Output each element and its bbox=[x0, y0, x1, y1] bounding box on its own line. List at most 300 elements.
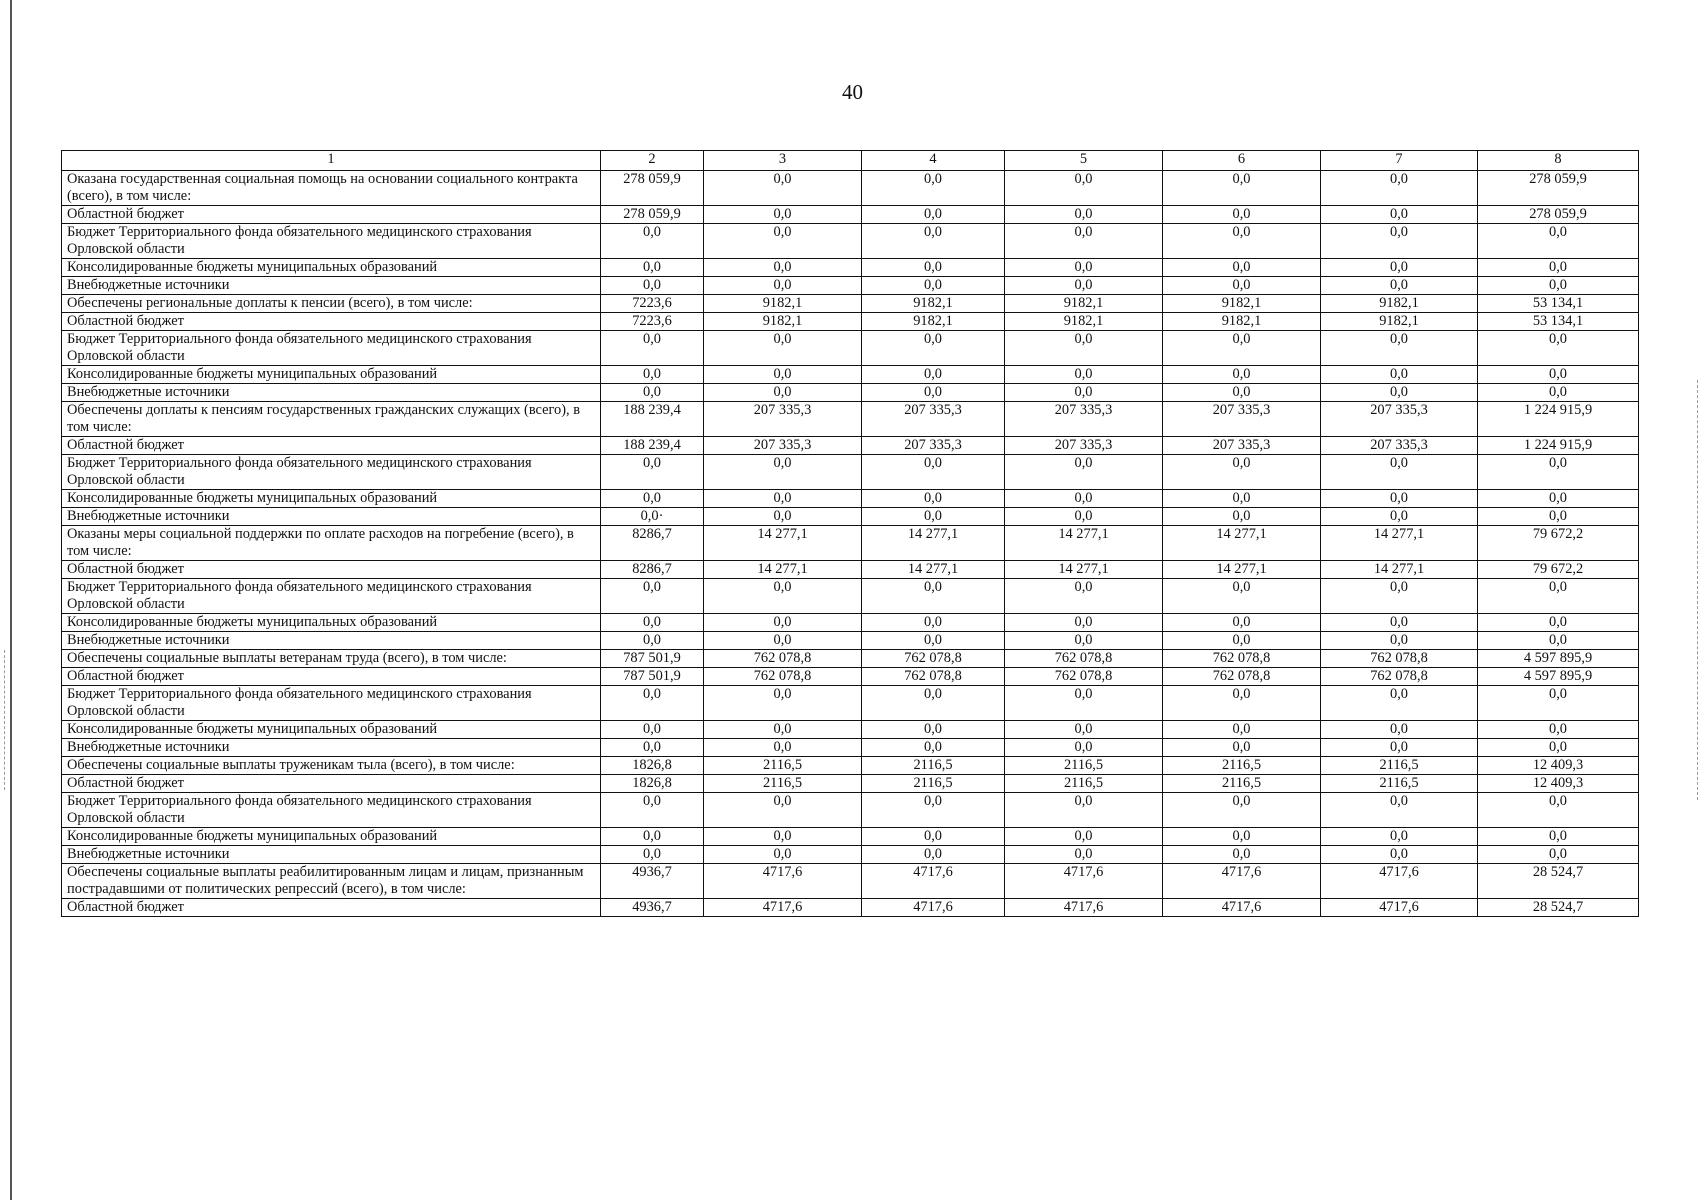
table-row bbox=[62, 171, 1639, 206]
value-cell: 2116,5 bbox=[704, 757, 862, 775]
value-cell: 0,0 bbox=[1478, 828, 1639, 846]
row-label: Областной бюджет bbox=[62, 437, 601, 455]
value-cell: 0,0 bbox=[1005, 366, 1163, 384]
value-cell: 7223,6 bbox=[601, 313, 704, 331]
row-label: Обеспечены социальные выплаты труженикам тыла (всего), в том числе: bbox=[62, 757, 601, 775]
value-cell: 0,0 bbox=[704, 579, 862, 614]
row-label: Консолидированные бюджеты муниципальных образований bbox=[62, 366, 601, 384]
table-row bbox=[62, 206, 1639, 224]
value-cell: 4717,6 bbox=[862, 864, 1005, 899]
value-cell: 2116,5 bbox=[862, 775, 1005, 793]
value-cell: 0,0 bbox=[704, 686, 862, 721]
value-cell: 787 501,9 bbox=[601, 650, 704, 668]
value-cell: 0,0 bbox=[1005, 490, 1163, 508]
value-cell: 0,0 bbox=[704, 366, 862, 384]
value-cell: 0,0 bbox=[1163, 331, 1321, 366]
value-cell: 53 134,1 bbox=[1478, 295, 1639, 313]
value-cell: 0,0· bbox=[601, 508, 704, 526]
value-cell: 207 335,3 bbox=[704, 437, 862, 455]
value-cell: 2116,5 bbox=[704, 775, 862, 793]
value-cell: 0,0 bbox=[1163, 721, 1321, 739]
value-cell: 0,0 bbox=[862, 490, 1005, 508]
value-cell: 0,0 bbox=[1321, 366, 1478, 384]
value-cell: 0,0 bbox=[1321, 331, 1478, 366]
value-cell: 0,0 bbox=[862, 206, 1005, 224]
row-label: Внебюджетные источники bbox=[62, 277, 601, 295]
column-header: 5 bbox=[1005, 151, 1163, 171]
value-cell: 0,0 bbox=[862, 828, 1005, 846]
table-row bbox=[62, 775, 1639, 793]
value-cell: 0,0 bbox=[601, 455, 704, 490]
table-row bbox=[62, 455, 1639, 490]
value-cell: 207 335,3 bbox=[862, 437, 1005, 455]
value-cell: 0,0 bbox=[601, 331, 704, 366]
value-cell: 0,0 bbox=[704, 259, 862, 277]
value-cell: 0,0 bbox=[601, 384, 704, 402]
value-cell: 0,0 bbox=[704, 277, 862, 295]
value-cell: 0,0 bbox=[1478, 846, 1639, 864]
value-cell: 0,0 bbox=[1005, 579, 1163, 614]
value-cell: 9182,1 bbox=[1321, 313, 1478, 331]
value-cell: 0,0 bbox=[1478, 490, 1639, 508]
scan-artifact-right bbox=[1697, 380, 1699, 800]
value-cell: 0,0 bbox=[862, 455, 1005, 490]
table-row bbox=[62, 259, 1639, 277]
value-cell: 0,0 bbox=[704, 206, 862, 224]
table-row bbox=[62, 313, 1639, 331]
value-cell: 0,0 bbox=[1005, 508, 1163, 526]
value-cell: 0,0 bbox=[1005, 846, 1163, 864]
table-row bbox=[62, 384, 1639, 402]
value-cell: 207 335,3 bbox=[704, 402, 862, 437]
table-row bbox=[62, 490, 1639, 508]
table-row bbox=[62, 277, 1639, 295]
table-row bbox=[62, 846, 1639, 864]
value-cell: 0,0 bbox=[862, 259, 1005, 277]
column-header: 3 bbox=[704, 151, 862, 171]
row-label: Внебюджетные источники bbox=[62, 846, 601, 864]
row-label: Областной бюджет bbox=[62, 668, 601, 686]
value-cell: 8286,7 bbox=[601, 526, 704, 561]
value-cell: 0,0 bbox=[601, 739, 704, 757]
value-cell: 0,0 bbox=[1005, 739, 1163, 757]
value-cell: 0,0 bbox=[862, 366, 1005, 384]
value-cell: 0,0 bbox=[862, 793, 1005, 828]
value-cell: 4936,7 bbox=[601, 864, 704, 899]
value-cell: 4 597 895,9 bbox=[1478, 650, 1639, 668]
value-cell: 762 078,8 bbox=[862, 668, 1005, 686]
scan-artifact-left bbox=[4, 650, 6, 790]
value-cell: 9182,1 bbox=[1005, 313, 1163, 331]
value-cell: 0,0 bbox=[1005, 455, 1163, 490]
row-label: Внебюджетные источники bbox=[62, 508, 601, 526]
value-cell: 1 224 915,9 bbox=[1478, 437, 1639, 455]
value-cell: 0,0 bbox=[862, 508, 1005, 526]
table-row bbox=[62, 757, 1639, 775]
value-cell: 4717,6 bbox=[704, 864, 862, 899]
value-cell: 0,0 bbox=[1163, 508, 1321, 526]
value-cell: 4717,6 bbox=[1005, 899, 1163, 917]
value-cell: 0,0 bbox=[1163, 224, 1321, 259]
value-cell: 0,0 bbox=[1321, 206, 1478, 224]
value-cell: 0,0 bbox=[1478, 793, 1639, 828]
value-cell: 4717,6 bbox=[1321, 899, 1478, 917]
value-cell: 0,0 bbox=[704, 224, 862, 259]
value-cell: 0,0 bbox=[704, 721, 862, 739]
value-cell: 0,0 bbox=[1163, 614, 1321, 632]
column-header: 7 bbox=[1321, 151, 1478, 171]
value-cell: 0,0 bbox=[1478, 366, 1639, 384]
value-cell: 0,0 bbox=[1321, 490, 1478, 508]
value-cell: 207 335,3 bbox=[1321, 437, 1478, 455]
row-label: Обеспечены социальные выплаты реабилитированным лицам и лицам, признанным пострадавшими от политических репрессий (всего), в том числе: bbox=[62, 864, 601, 899]
value-cell: 0,0 bbox=[1478, 508, 1639, 526]
row-label: Обеспечены региональные доплаты к пенсии (всего), в том числе: bbox=[62, 295, 601, 313]
value-cell: 787 501,9 bbox=[601, 668, 704, 686]
column-header: 2 bbox=[601, 151, 704, 171]
row-label: Бюджет Территориального фонда обязательного медицинского страхования Орловской области bbox=[62, 686, 601, 721]
value-cell: 0,0 bbox=[1163, 632, 1321, 650]
value-cell: 0,0 bbox=[1163, 366, 1321, 384]
value-cell: 28 524,7 bbox=[1478, 864, 1639, 899]
value-cell: 1826,8 bbox=[601, 775, 704, 793]
value-cell: 4 597 895,9 bbox=[1478, 668, 1639, 686]
value-cell: 762 078,8 bbox=[704, 668, 862, 686]
table-row bbox=[62, 793, 1639, 828]
value-cell: 0,0 bbox=[601, 490, 704, 508]
value-cell: 0,0 bbox=[1005, 331, 1163, 366]
row-label: Внебюджетные источники bbox=[62, 632, 601, 650]
value-cell: 762 078,8 bbox=[704, 650, 862, 668]
value-cell: 0,0 bbox=[1321, 579, 1478, 614]
row-label: Бюджет Территориального фонда обязательного медицинского страхования Орловской области bbox=[62, 224, 601, 259]
value-cell: 188 239,4 bbox=[601, 402, 704, 437]
value-cell: 0,0 bbox=[1005, 171, 1163, 206]
column-header: 4 bbox=[862, 151, 1005, 171]
value-cell: 0,0 bbox=[1321, 614, 1478, 632]
value-cell: 0,0 bbox=[1478, 739, 1639, 757]
row-label: Областной бюджет bbox=[62, 206, 601, 224]
row-label: Консолидированные бюджеты муниципальных образований bbox=[62, 721, 601, 739]
value-cell: 0,0 bbox=[1321, 224, 1478, 259]
value-cell: 14 277,1 bbox=[1005, 561, 1163, 579]
value-cell: 14 277,1 bbox=[1163, 561, 1321, 579]
budget-table bbox=[61, 150, 1639, 917]
value-cell: 0,0 bbox=[704, 490, 862, 508]
page-number: 40 bbox=[842, 80, 863, 104]
column-header: 6 bbox=[1163, 151, 1321, 171]
value-cell: 0,0 bbox=[1005, 224, 1163, 259]
value-cell: 0,0 bbox=[1005, 206, 1163, 224]
value-cell: 0,0 bbox=[1478, 259, 1639, 277]
value-cell: 9182,1 bbox=[704, 295, 862, 313]
value-cell: 14 277,1 bbox=[1321, 561, 1478, 579]
value-cell: 9182,1 bbox=[862, 295, 1005, 313]
value-cell: 0,0 bbox=[1321, 686, 1478, 721]
table-row bbox=[62, 632, 1639, 650]
value-cell: 0,0 bbox=[704, 171, 862, 206]
value-cell: 0,0 bbox=[1321, 846, 1478, 864]
value-cell: 0,0 bbox=[1005, 828, 1163, 846]
value-cell: 0,0 bbox=[1321, 508, 1478, 526]
value-cell: 2116,5 bbox=[1163, 775, 1321, 793]
value-cell: 0,0 bbox=[1163, 793, 1321, 828]
value-cell: 4717,6 bbox=[1005, 864, 1163, 899]
value-cell: 14 277,1 bbox=[704, 526, 862, 561]
table-row bbox=[62, 828, 1639, 846]
value-cell: 0,0 bbox=[601, 828, 704, 846]
value-cell: 0,0 bbox=[601, 846, 704, 864]
value-cell: 9182,1 bbox=[1163, 313, 1321, 331]
value-cell: 2116,5 bbox=[1005, 757, 1163, 775]
value-cell: 79 672,2 bbox=[1478, 561, 1639, 579]
value-cell: 9182,1 bbox=[1005, 295, 1163, 313]
row-label: Бюджет Территориального фонда обязательного медицинского страхования Орловской области bbox=[62, 793, 601, 828]
table-row bbox=[62, 331, 1639, 366]
row-label: Бюджет Территориального фонда обязательного медицинского страхования Орловской области bbox=[62, 455, 601, 490]
value-cell: 0,0 bbox=[862, 846, 1005, 864]
table-row bbox=[62, 526, 1639, 561]
row-label: Бюджет Территориального фонда обязательного медицинского страхования Орловской области bbox=[62, 579, 601, 614]
value-cell: 0,0 bbox=[704, 455, 862, 490]
table-row bbox=[62, 899, 1639, 917]
value-cell: 0,0 bbox=[862, 739, 1005, 757]
value-cell: 0,0 bbox=[1163, 739, 1321, 757]
value-cell: 0,0 bbox=[1478, 455, 1639, 490]
row-label: Бюджет Территориального фонда обязательного медицинского страхования Орловской области bbox=[62, 331, 601, 366]
value-cell: 762 078,8 bbox=[1005, 668, 1163, 686]
value-cell: 0,0 bbox=[1005, 614, 1163, 632]
value-cell: 207 335,3 bbox=[1163, 437, 1321, 455]
value-cell: 12 409,3 bbox=[1478, 775, 1639, 793]
value-cell: 53 134,1 bbox=[1478, 313, 1639, 331]
row-label: Обеспечены доплаты к пенсиям государственных гражданских служащих (всего), в том числе: bbox=[62, 402, 601, 437]
value-cell: 0,0 bbox=[1005, 277, 1163, 295]
value-cell: 0,0 bbox=[862, 277, 1005, 295]
value-cell: 4717,6 bbox=[862, 899, 1005, 917]
row-label: Консолидированные бюджеты муниципальных образований bbox=[62, 490, 601, 508]
value-cell: 0,0 bbox=[1478, 614, 1639, 632]
value-cell: 0,0 bbox=[704, 793, 862, 828]
value-cell: 0,0 bbox=[601, 366, 704, 384]
value-cell: 0,0 bbox=[1321, 277, 1478, 295]
value-cell: 0,0 bbox=[1478, 277, 1639, 295]
value-cell: 207 335,3 bbox=[1005, 437, 1163, 455]
table-row bbox=[62, 739, 1639, 757]
value-cell: 0,0 bbox=[1005, 632, 1163, 650]
table-row bbox=[62, 579, 1639, 614]
value-cell: 762 078,8 bbox=[1321, 650, 1478, 668]
table-row bbox=[62, 366, 1639, 384]
value-cell: 14 277,1 bbox=[704, 561, 862, 579]
value-cell: 762 078,8 bbox=[1163, 650, 1321, 668]
value-cell: 0,0 bbox=[601, 614, 704, 632]
value-cell: 0,0 bbox=[862, 224, 1005, 259]
value-cell: 0,0 bbox=[1163, 455, 1321, 490]
table-row bbox=[62, 614, 1639, 632]
value-cell: 0,0 bbox=[704, 739, 862, 757]
row-label: Оказана государственная социальная помощь на основании социального контракта (всего), в том числе: bbox=[62, 171, 601, 206]
value-cell: 762 078,8 bbox=[862, 650, 1005, 668]
value-cell: 1 224 915,9 bbox=[1478, 402, 1639, 437]
row-label: Оказаны меры социальной поддержки по оплате расходов на погребение (всего), в том числе: bbox=[62, 526, 601, 561]
value-cell: 0,0 bbox=[862, 579, 1005, 614]
value-cell: 2116,5 bbox=[1321, 757, 1478, 775]
table-row bbox=[62, 224, 1639, 259]
value-cell: 0,0 bbox=[601, 793, 704, 828]
row-label: Внебюджетные источники bbox=[62, 739, 601, 757]
value-cell: 0,0 bbox=[601, 259, 704, 277]
value-cell: 9182,1 bbox=[862, 313, 1005, 331]
value-cell: 4717,6 bbox=[1321, 864, 1478, 899]
value-cell: 278 059,9 bbox=[1478, 171, 1639, 206]
row-label: Консолидированные бюджеты муниципальных образований bbox=[62, 828, 601, 846]
value-cell: 0,0 bbox=[1478, 686, 1639, 721]
value-cell: 2116,5 bbox=[862, 757, 1005, 775]
value-cell: 0,0 bbox=[862, 686, 1005, 721]
value-cell: 0,0 bbox=[704, 331, 862, 366]
value-cell: 0,0 bbox=[601, 277, 704, 295]
value-cell: 188 239,4 bbox=[601, 437, 704, 455]
value-cell: 762 078,8 bbox=[1005, 650, 1163, 668]
value-cell: 0,0 bbox=[1478, 224, 1639, 259]
value-cell: 0,0 bbox=[1163, 171, 1321, 206]
value-cell: 2116,5 bbox=[1163, 757, 1321, 775]
value-cell: 0,0 bbox=[1163, 686, 1321, 721]
value-cell: 0,0 bbox=[1005, 721, 1163, 739]
value-cell: 0,0 bbox=[862, 171, 1005, 206]
value-cell: 2116,5 bbox=[1321, 775, 1478, 793]
value-cell: 0,0 bbox=[1478, 721, 1639, 739]
value-cell: 0,0 bbox=[601, 579, 704, 614]
value-cell: 0,0 bbox=[704, 632, 862, 650]
table-row bbox=[62, 508, 1639, 526]
row-label: Консолидированные бюджеты муниципальных образований bbox=[62, 614, 601, 632]
table-row bbox=[62, 402, 1639, 437]
value-cell: 0,0 bbox=[1478, 579, 1639, 614]
value-cell: 79 672,2 bbox=[1478, 526, 1639, 561]
value-cell: 0,0 bbox=[1321, 384, 1478, 402]
value-cell: 0,0 bbox=[1321, 171, 1478, 206]
row-label: Консолидированные бюджеты муниципальных образований bbox=[62, 259, 601, 277]
value-cell: 0,0 bbox=[1321, 739, 1478, 757]
value-cell: 0,0 bbox=[1163, 259, 1321, 277]
value-cell: 0,0 bbox=[1163, 384, 1321, 402]
value-cell: 0,0 bbox=[601, 632, 704, 650]
value-cell: 2116,5 bbox=[1005, 775, 1163, 793]
value-cell: 0,0 bbox=[1321, 455, 1478, 490]
value-cell: 0,0 bbox=[1321, 721, 1478, 739]
value-cell: 207 335,3 bbox=[1163, 402, 1321, 437]
value-cell: 1826,8 bbox=[601, 757, 704, 775]
row-label: Областной бюджет bbox=[62, 561, 601, 579]
value-cell: 14 277,1 bbox=[1005, 526, 1163, 561]
value-cell: 0,0 bbox=[1005, 793, 1163, 828]
value-cell: 278 059,9 bbox=[1478, 206, 1639, 224]
value-cell: 0,0 bbox=[1163, 490, 1321, 508]
value-cell: 762 078,8 bbox=[1163, 668, 1321, 686]
value-cell: 278 059,9 bbox=[601, 171, 704, 206]
value-cell: 278 059,9 bbox=[601, 206, 704, 224]
column-header: 8 bbox=[1478, 151, 1639, 171]
value-cell: 0,0 bbox=[1321, 793, 1478, 828]
value-cell: 0,0 bbox=[862, 384, 1005, 402]
value-cell: 0,0 bbox=[1005, 384, 1163, 402]
row-label: Обеспечены социальные выплаты ветеранам труда (всего), в том числе: bbox=[62, 650, 601, 668]
value-cell: 0,0 bbox=[704, 614, 862, 632]
value-cell: 8286,7 bbox=[601, 561, 704, 579]
table-header-row bbox=[62, 151, 1639, 171]
row-label: Областной бюджет bbox=[62, 899, 601, 917]
table-row bbox=[62, 650, 1639, 668]
value-cell: 0,0 bbox=[704, 384, 862, 402]
value-cell: 0,0 bbox=[704, 828, 862, 846]
table-row bbox=[62, 686, 1639, 721]
value-cell: 14 277,1 bbox=[1321, 526, 1478, 561]
value-cell: 9182,1 bbox=[1163, 295, 1321, 313]
value-cell: 0,0 bbox=[1321, 632, 1478, 650]
value-cell: 4936,7 bbox=[601, 899, 704, 917]
value-cell: 14 277,1 bbox=[1163, 526, 1321, 561]
row-label: Областной бюджет bbox=[62, 313, 601, 331]
table-row bbox=[62, 295, 1639, 313]
value-cell: 0,0 bbox=[1163, 828, 1321, 846]
scan-edge-left bbox=[10, 0, 12, 1200]
value-cell: 4717,6 bbox=[1163, 899, 1321, 917]
value-cell: 762 078,8 bbox=[1321, 668, 1478, 686]
value-cell: 207 335,3 bbox=[862, 402, 1005, 437]
value-cell: 14 277,1 bbox=[862, 526, 1005, 561]
value-cell: 0,0 bbox=[601, 686, 704, 721]
table-row bbox=[62, 721, 1639, 739]
value-cell: 9182,1 bbox=[1321, 295, 1478, 313]
value-cell: 0,0 bbox=[1478, 632, 1639, 650]
value-cell: 4717,6 bbox=[704, 899, 862, 917]
value-cell: 0,0 bbox=[862, 614, 1005, 632]
value-cell: 14 277,1 bbox=[862, 561, 1005, 579]
value-cell: 0,0 bbox=[1005, 259, 1163, 277]
value-cell: 0,0 bbox=[862, 721, 1005, 739]
table-row bbox=[62, 437, 1639, 455]
value-cell: 0,0 bbox=[704, 846, 862, 864]
row-label: Внебюджетные источники bbox=[62, 384, 601, 402]
column-header: 1 bbox=[62, 151, 601, 171]
table-row bbox=[62, 561, 1639, 579]
row-label: Областной бюджет bbox=[62, 775, 601, 793]
value-cell: 0,0 bbox=[1163, 206, 1321, 224]
value-cell: 4717,6 bbox=[1163, 864, 1321, 899]
value-cell: 7223,6 bbox=[601, 295, 704, 313]
value-cell: 0,0 bbox=[1163, 277, 1321, 295]
value-cell: 0,0 bbox=[1163, 846, 1321, 864]
value-cell: 0,0 bbox=[1005, 686, 1163, 721]
value-cell: 28 524,7 bbox=[1478, 899, 1639, 917]
value-cell: 0,0 bbox=[1478, 384, 1639, 402]
value-cell: 0,0 bbox=[601, 224, 704, 259]
value-cell: 0,0 bbox=[1478, 331, 1639, 366]
value-cell: 207 335,3 bbox=[1005, 402, 1163, 437]
value-cell: 0,0 bbox=[862, 632, 1005, 650]
value-cell: 9182,1 bbox=[704, 313, 862, 331]
value-cell: 0,0 bbox=[1163, 579, 1321, 614]
value-cell: 0,0 bbox=[601, 721, 704, 739]
value-cell: 0,0 bbox=[1321, 828, 1478, 846]
table-body bbox=[62, 171, 1639, 917]
value-cell: 207 335,3 bbox=[1321, 402, 1478, 437]
value-cell: 0,0 bbox=[1321, 259, 1478, 277]
value-cell: 0,0 bbox=[862, 331, 1005, 366]
value-cell: 0,0 bbox=[704, 508, 862, 526]
